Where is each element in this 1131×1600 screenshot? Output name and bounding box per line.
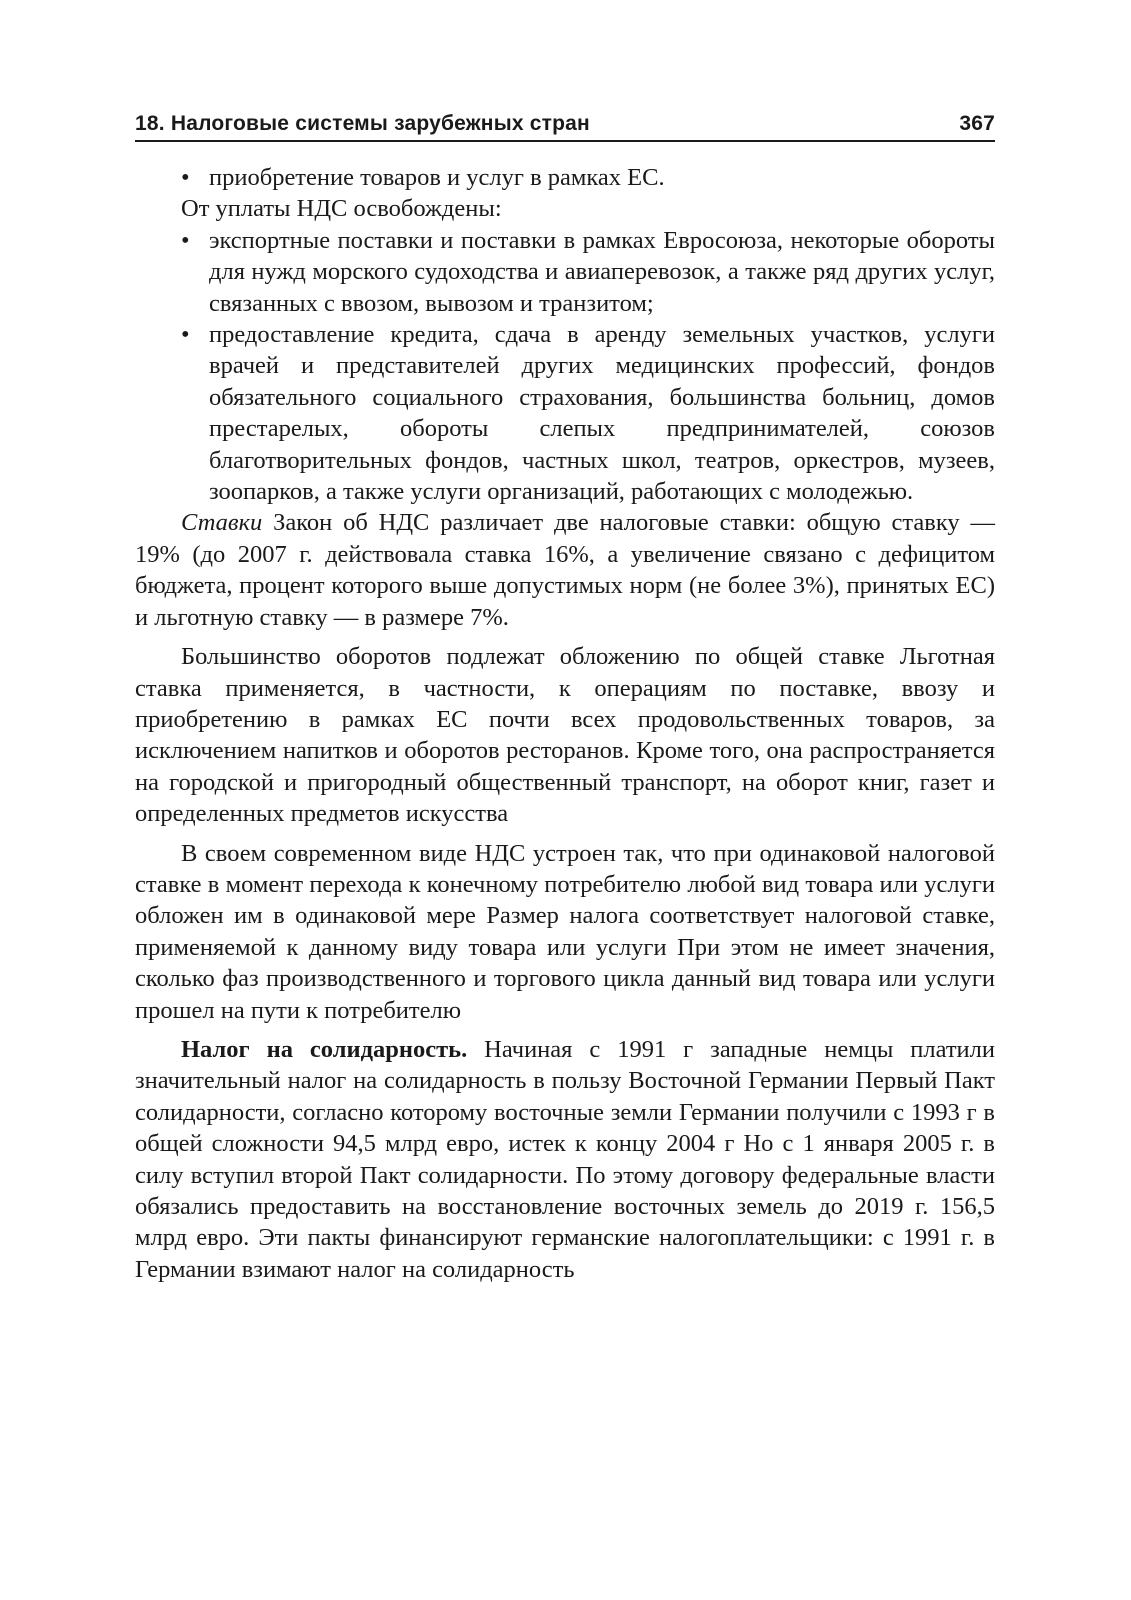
body-text xyxy=(135,162,995,1285)
bullet-item-export: • экспортные поставки и поставки в рамках Евросоюза, некоторые обороты для нужд морского судоходства и авиаперевозок, а также ряд других услуг, связанных с ввозом, вывозом и транзитом; xyxy=(135,225,995,319)
rates-text: Закон об НДС различает две налоговые ставки: общую ставку — 19% (до 2007 г. действовала ставка 16%, а увеличение связано с дефицитом бюджета, процент которого выше допустимых норм (не более 3%), принятых ЕС) и льготную ставку — в размере 7%. xyxy=(135,509,995,631)
running-header xyxy=(135,112,995,142)
paragraph-modern-vat: В своем современном виде НДС устроен так, что при одинаковой налоговой ставке в момент перехода к конечному потребителю любой вид товара или услуги обложен им в одинаковой мере Размер налога соответствует налоговой ставке, применяемой к данному виду товара или услуги При этом не имеет значения, сколько фаз производственного и торгового цикла данный вид товара или услуги прошел на пути к потребителю xyxy=(135,839,995,1024)
page-number: 367 xyxy=(959,112,995,135)
paragraph-rates xyxy=(135,507,995,633)
paragraph-solidarity xyxy=(135,1034,995,1285)
exempt-intro: От уплаты НДС освобождены: xyxy=(181,195,502,223)
bullet-item-credit: • предоставление кредита, сдача в аренду земельных участков, услуги врачей и представителей других медицинских профессий, фондов обязательного социального страхования, большинства больниц, домов престарелых, обороты слепых предпринимателей, союзов благотворительных фондов, частных школ, театров, оркестров, музеев, зоопарков, а также услуги организаций, работающих с молодежью. xyxy=(135,319,995,507)
rates-run-in-heading: Ставки xyxy=(181,509,263,537)
book-page xyxy=(135,112,995,1285)
solidarity-text: Начиная с 1991 г западные немцы платили значительный налог на солидарность в пользу Восточной Германии Первый Пакт солидарности, согласно которому восточные земли Германии получили с 1993 г в общей сложности 94,5 млрд евро, истек к концу 2004 г Но с 1 января 2005 г. в силу вступил второй Пакт солидарности. По этому договору федеральные власти обязались предоставить на восстановление восточных земель до 2019 г. 156,5 млрд евро. Эти пакты финансируют германские налогоплательщики: с 1991 г. в Германии взимают налог на солидарность xyxy=(135,1035,995,1283)
bullet-item-eu-acquisition: • приобретение товаров и услуг в рамках ЕС. xyxy=(135,162,995,193)
solidarity-run-in-heading: Налог на солидарность. xyxy=(181,1035,468,1063)
chapter-title: 18. Налоговые системы зарубежных стран xyxy=(135,112,590,135)
paragraph-majority: Большинство оборотов подлежат обложению по общей ставке Льготная ставка применяется, в частности, к операциям по поставке, ввозу и приобретению в рамках ЕС почти всех продовольственных товаров, за исключением напитков и оборотов ресторанов. Кроме того, она распространяется на городской и пригородный общественный транспорт, на оборот книг, газет и определенных предметов искусства xyxy=(135,643,995,828)
